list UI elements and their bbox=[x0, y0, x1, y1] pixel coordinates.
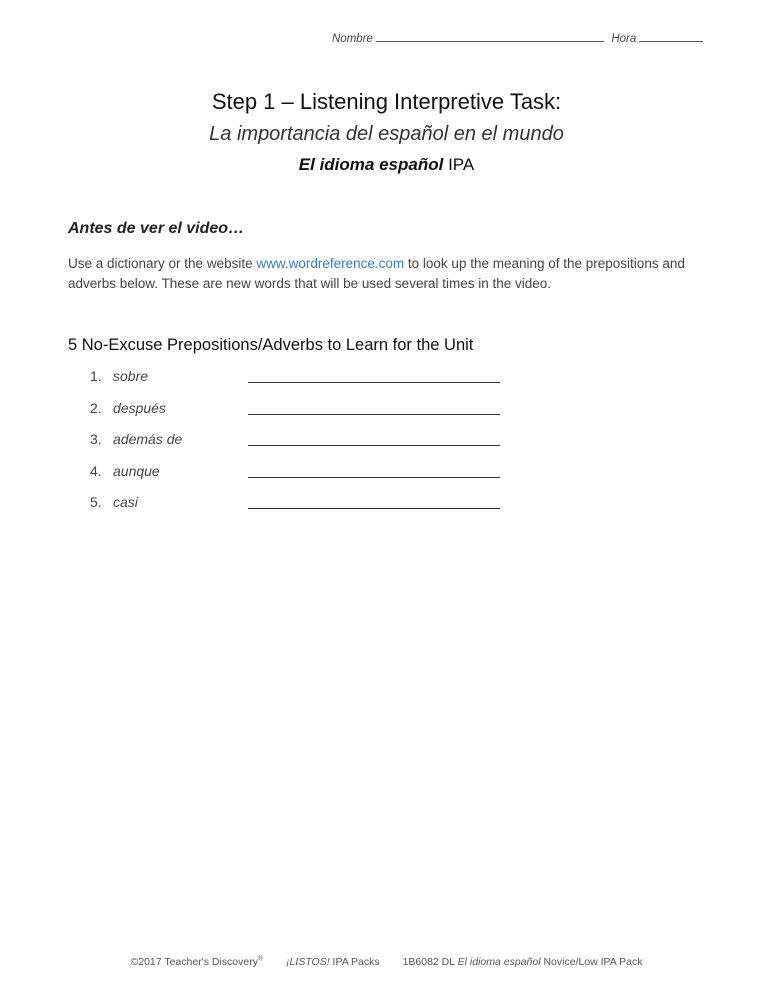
page-title: Step 1 – Listening Interpretive Task: bbox=[211, 89, 562, 114]
answer-blank[interactable] bbox=[248, 477, 500, 478]
item-number: 1. bbox=[90, 368, 102, 384]
item-number: 5. bbox=[90, 494, 102, 510]
instructions-text-after: to look up the meaning of the prepositions and adverbs below. These are new words that will be used several times in the video. bbox=[68, 256, 685, 291]
pack-code: 1B6082 DL bbox=[402, 955, 458, 968]
hour-blank bbox=[639, 31, 703, 42]
page-subtitle: La importancia del español en el mundo bbox=[209, 123, 564, 145]
brand-italic: ¡LISTOS! bbox=[286, 955, 330, 968]
item-word: aunque bbox=[113, 462, 160, 479]
item-number: 3. bbox=[90, 431, 102, 447]
item-word: casi bbox=[113, 494, 138, 510]
registered-mark: ® bbox=[257, 955, 264, 962]
before-video-heading: Antes de ver el video… bbox=[68, 220, 245, 237]
pack-rest: Novice/Low IPA Pack bbox=[540, 955, 643, 968]
answer-blank[interactable] bbox=[248, 382, 500, 383]
item-number: 4. bbox=[90, 462, 102, 479]
instructions-text-before: Use a dictionary or the website bbox=[68, 256, 257, 271]
pack-italic: El idioma español bbox=[457, 955, 541, 968]
ipa-title bbox=[0, 153, 773, 177]
list-item bbox=[90, 368, 182, 400]
answer-blank[interactable] bbox=[248, 445, 500, 446]
list-item bbox=[90, 463, 182, 495]
answer-blank[interactable] bbox=[248, 414, 500, 415]
brand-rest: IPA Packs bbox=[329, 955, 380, 968]
item-word: además de bbox=[113, 431, 183, 447]
name-hour-header bbox=[332, 31, 703, 45]
list-item bbox=[90, 431, 182, 463]
name-label: Nombre bbox=[332, 33, 373, 45]
page-footer bbox=[0, 955, 773, 968]
footer-pack bbox=[403, 956, 643, 968]
name-blank bbox=[376, 31, 604, 42]
instructions-paragraph bbox=[68, 254, 718, 294]
item-word: sobre bbox=[113, 368, 149, 384]
item-number: 2. bbox=[90, 399, 102, 416]
wordreference-link[interactable]: www.wordreference.com bbox=[256, 256, 405, 271]
answer-blank[interactable] bbox=[248, 508, 500, 509]
ipa-title-plain: IPA bbox=[448, 155, 475, 174]
title-block bbox=[0, 88, 773, 177]
ipa-title-italic: El idioma español bbox=[298, 155, 444, 174]
copyright-text: ©2017 Teacher's Discovery bbox=[130, 955, 258, 968]
footer-copyright bbox=[131, 956, 264, 968]
list-item bbox=[90, 400, 182, 432]
item-word: después bbox=[113, 399, 166, 416]
list-item bbox=[90, 494, 182, 526]
prepositions-heading: 5 No-Excuse Prepositions/Adverbs to Learn for the Unit bbox=[68, 336, 474, 354]
hour-label: Hora bbox=[611, 33, 637, 45]
prepositions-list bbox=[90, 368, 182, 526]
footer-brand bbox=[286, 956, 380, 968]
